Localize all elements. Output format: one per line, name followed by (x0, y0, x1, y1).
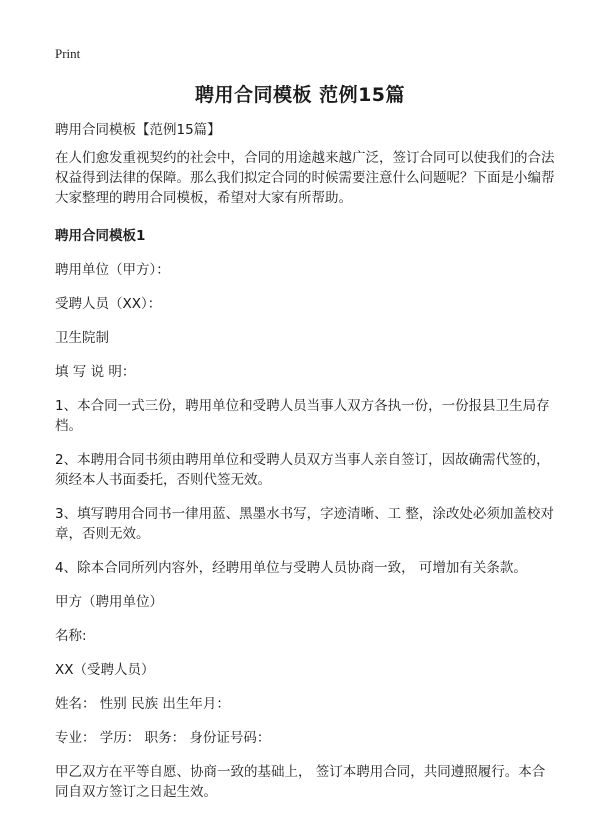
personal-info-line-2: 专业： 学历： 职务： 身份证号码： (55, 730, 271, 746)
document-body (55, 120, 555, 802)
issuer-text: 卫生院制 (55, 330, 109, 346)
document-subtitle: 聘用合同模板【范例15篇】 (55, 122, 221, 138)
instruction-item: 1、本合同一式三份，聘用单位和受聘人员当事人双方各执一份，一份报县卫生局存档。 (55, 398, 550, 434)
instruction-item: 4、除本合同所列内容外，经聘用单位与受聘人员协商一致， 可增加有关条款。 (55, 560, 527, 576)
section-heading: 聘用合同模板1 (55, 228, 146, 244)
page-title: 聘用合同模板 范例15篇 (194, 84, 406, 106)
instructions-label: 填 写 说 明： (55, 364, 136, 380)
employee-label: 受聘人员（XX）： (55, 296, 162, 312)
party-a-label: 甲方（聘用单位） (55, 594, 163, 610)
instruction-item: 2、本聘用合同书须由聘用单位和受聘人员双方当事人亲自签订，因故确需代签的，须经本人书面委托，否则代签无效。 (55, 452, 550, 488)
party-b-label: XX（受聘人员） (55, 662, 155, 678)
intro-paragraph: 在人们愈发重视契约的社会中，合同的用途越来越广泛，签订合同可以使我们的合法权益得到法律的保障。那么我们拟定合同的时候需要注意什么问题呢？下面是小编帮大家整理的聘用合同模板，希望对大家有所帮助。 (55, 150, 555, 206)
instruction-item: 3、填写聘用合同书一律用蓝、黑墨水书写，字迹清晰、工 整，涂改处必须加盖校对章，否则无效。 (55, 506, 554, 542)
print-label[interactable]: Print (55, 46, 81, 61)
name-label: 名称: (55, 628, 87, 644)
agreement-paragraph: 甲乙双方在平等自愿、协商一致的基础上， 签订本聘用合同，共同遵照履行。本合同自双方签订之日起生效。 (55, 764, 546, 800)
personal-info-line-1: 姓名： 性别 民族 出生年月： (55, 696, 230, 712)
employer-label: 聘用单位（甲方）： (55, 262, 170, 278)
